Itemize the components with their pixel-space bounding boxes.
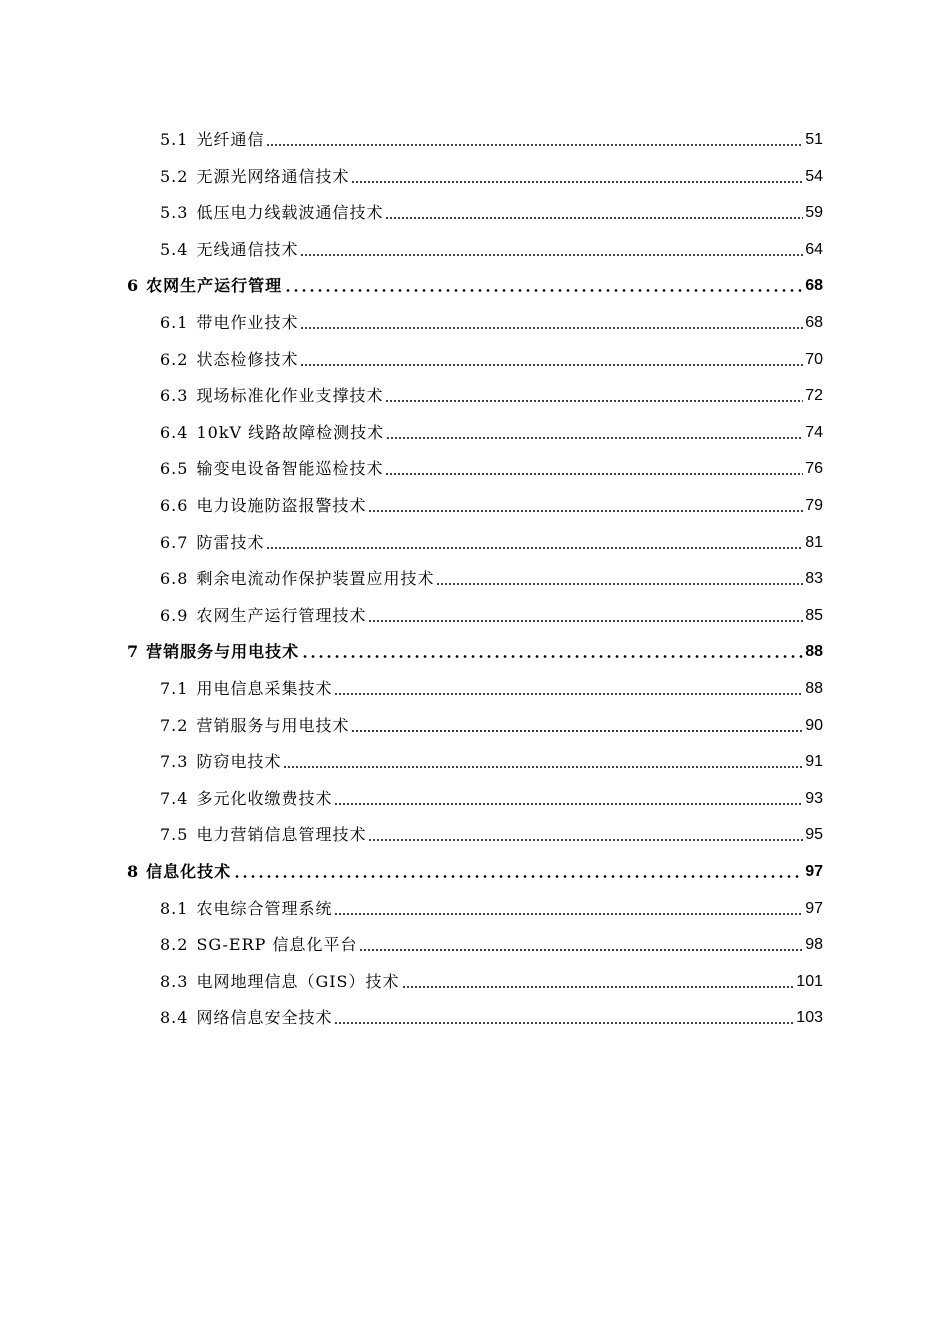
toc-entry-page-number: 68 <box>805 314 823 331</box>
toc-chapter-entry[interactable] <box>127 272 823 296</box>
toc-entry-page-number: 83 <box>805 570 823 588</box>
toc-entry-title: 无源光网络通信技术 <box>196 166 350 186</box>
toc-entry-title: 农网生产运行管理 <box>146 276 283 296</box>
toc-section-entry[interactable] <box>160 565 823 589</box>
toc-entry-number: 5.4 <box>160 239 189 259</box>
toc-section-entry[interactable] <box>160 199 823 223</box>
toc-section-entry[interactable] <box>160 419 823 443</box>
toc-entry-number: 5.2 <box>160 166 189 186</box>
toc-entry-page-number: 64 <box>805 240 823 258</box>
toc-section-entry[interactable] <box>160 492 823 516</box>
toc-entry-number: 7.2 <box>160 715 189 735</box>
toc-entry-number: 6.4 <box>160 422 189 442</box>
toc-chapter-entry[interactable] <box>127 858 823 882</box>
toc-entry-number: 8 <box>127 862 139 881</box>
toc-dot-leader <box>359 949 803 951</box>
toc-entry-number: 8.4 <box>160 1008 189 1028</box>
toc-entry-title: SG-ERP 信息化平台 <box>196 935 358 955</box>
toc-dot-leader <box>283 766 803 768</box>
toc-entry-number: 7 <box>127 642 139 662</box>
toc-entry-title: 农电综合管理系统 <box>196 898 333 918</box>
toc-section-entry[interactable] <box>160 455 823 479</box>
toc-entry-page-number: 103 <box>796 1009 823 1027</box>
toc-entry-page-number: 88 <box>805 643 823 661</box>
toc-dot-leader <box>334 913 803 915</box>
toc-dot-leader <box>436 583 803 585</box>
toc-dot-leader <box>334 803 803 805</box>
toc-dot-leader <box>351 730 803 732</box>
toc-section-entry[interactable] <box>160 346 823 370</box>
toc-dot-leader <box>301 655 803 658</box>
toc-dot-leader <box>385 473 803 475</box>
toc-section-entry[interactable] <box>160 309 823 333</box>
toc-entry-title: 现场标准化作业支撑技术 <box>196 386 384 406</box>
toc-entry-number: 6.5 <box>160 459 189 479</box>
toc-entry-title: 电网地理信息（GIS）技术 <box>196 971 400 991</box>
toc-entry-page-number: 51 <box>805 131 823 148</box>
toc-entry-page-number: 76 <box>805 460 823 478</box>
toc-dot-leader <box>266 547 803 549</box>
toc-section-entry[interactable] <box>160 126 823 150</box>
toc-dot-leader <box>300 364 803 366</box>
toc-section-entry[interactable] <box>160 895 823 919</box>
toc-entry-page-number: 93 <box>805 789 823 807</box>
toc-dot-leader <box>351 181 803 183</box>
toc-entry-page-number: 101 <box>796 972 823 990</box>
toc-entry-title: 状态检修技术 <box>196 349 299 369</box>
toc-entry-number: 6.6 <box>160 496 189 515</box>
toc-entry-page-number: 54 <box>805 167 823 185</box>
toc-entry-number: 8.3 <box>160 971 189 991</box>
toc-entry-number: 8.1 <box>160 898 189 918</box>
toc-entry-page-number: 98 <box>805 936 823 954</box>
toc-entry-number: 5.3 <box>160 203 189 223</box>
toc-entry-page-number: 95 <box>805 826 823 844</box>
toc-entry-number: 6.8 <box>160 569 189 589</box>
toc-entry-page-number: 90 <box>805 716 823 734</box>
toc-section-entry[interactable] <box>160 236 823 260</box>
toc-entry-title: 无线通信技术 <box>196 239 299 259</box>
toc-section-entry[interactable] <box>160 712 823 736</box>
toc-entry-number: 6.7 <box>160 532 189 552</box>
toc-entry-number: 6.1 <box>160 313 189 332</box>
toc-dot-leader <box>284 289 803 292</box>
toc-chapter-entry[interactable] <box>127 638 823 662</box>
toc-section-entry[interactable] <box>160 1004 823 1028</box>
toc-section-entry[interactable] <box>160 931 823 955</box>
toc-entry-page-number: 79 <box>805 497 823 514</box>
toc-dot-leader <box>402 986 795 988</box>
toc-entry-number: 7.1 <box>160 679 189 698</box>
toc-dot-leader <box>386 437 803 439</box>
toc-entry-number: 6.2 <box>160 349 189 369</box>
toc-dot-leader <box>368 510 803 512</box>
toc-section-entry[interactable] <box>160 675 823 699</box>
toc-entry-page-number: 59 <box>805 204 823 222</box>
toc-entry-page-number: 91 <box>805 753 823 771</box>
toc-dot-leader <box>334 1022 794 1024</box>
toc-section-entry[interactable] <box>160 821 823 845</box>
toc-section-entry[interactable] <box>160 785 823 809</box>
toc-entry-number: 7.4 <box>160 788 189 808</box>
toc-entry-number: 6 <box>127 276 139 296</box>
toc-entry-title: 防雷技术 <box>196 532 265 552</box>
toc-entry-title: 营销服务与用电技术 <box>146 642 300 662</box>
toc-dot-leader <box>233 875 803 878</box>
toc-entry-title: 营销服务与用电技术 <box>196 715 350 735</box>
toc-dot-leader <box>385 400 803 402</box>
toc-entry-page-number: 88 <box>805 680 823 697</box>
toc-section-entry[interactable] <box>160 748 823 772</box>
toc-entry-title: 带电作业技术 <box>196 313 299 332</box>
toc-entry-number: 7.5 <box>160 825 189 845</box>
toc-entry-number: 6.3 <box>160 386 189 406</box>
toc-entry-page-number: 70 <box>805 350 823 368</box>
toc-entry-number: 7.3 <box>160 752 189 772</box>
toc-entry-page-number: 81 <box>805 533 823 551</box>
toc-entry-title: 网络信息安全技术 <box>196 1008 333 1028</box>
toc-entry-page-number: 72 <box>805 387 823 405</box>
toc-section-entry[interactable] <box>160 968 823 992</box>
toc-dot-leader <box>300 327 803 329</box>
toc-entry-title: 多元化收缴费技术 <box>196 788 333 808</box>
toc-entry-page-number: 97 <box>805 899 823 917</box>
toc-section-entry[interactable] <box>160 163 823 187</box>
toc-entry-title: 10kV 线路故障检测技术 <box>196 422 385 442</box>
toc-section-entry[interactable] <box>160 602 823 626</box>
toc-dot-leader <box>334 693 803 695</box>
toc-entry-page-number: 74 <box>805 423 823 441</box>
toc-dot-leader <box>266 144 803 146</box>
toc-entry-number: 5.1 <box>160 130 189 149</box>
toc-entry-title: 防窃电技术 <box>196 752 282 772</box>
toc-section-entry[interactable] <box>160 382 823 406</box>
toc-entry-page-number: 97 <box>805 863 823 880</box>
toc-dot-leader <box>368 620 803 622</box>
toc-entry-page-number: 68 <box>805 277 823 295</box>
toc-dot-leader <box>385 217 803 219</box>
toc-entry-title: 电力设施防盗报警技术 <box>196 496 367 515</box>
toc-entry-number: 6.9 <box>160 605 189 625</box>
toc-entry-page-number: 85 <box>805 606 823 624</box>
toc-dot-leader <box>368 839 803 841</box>
toc-entry-title: 剩余电流动作保护装置应用技术 <box>196 569 435 589</box>
toc-entry-title: 低压电力线载波通信技术 <box>196 203 384 223</box>
toc-entry-title: 光纤通信 <box>196 130 265 149</box>
toc-section-entry[interactable] <box>160 529 823 553</box>
toc-entry-title: 用电信息采集技术 <box>196 679 333 698</box>
toc-entry-title: 信息化技术 <box>146 862 232 881</box>
toc-entry-title: 电力营销信息管理技术 <box>196 825 367 845</box>
toc-entry-number: 8.2 <box>160 935 189 955</box>
toc-dot-leader <box>300 254 803 256</box>
toc-entry-title: 农网生产运行管理技术 <box>196 605 367 625</box>
toc-entry-title: 输变电设备智能巡检技术 <box>196 459 384 479</box>
